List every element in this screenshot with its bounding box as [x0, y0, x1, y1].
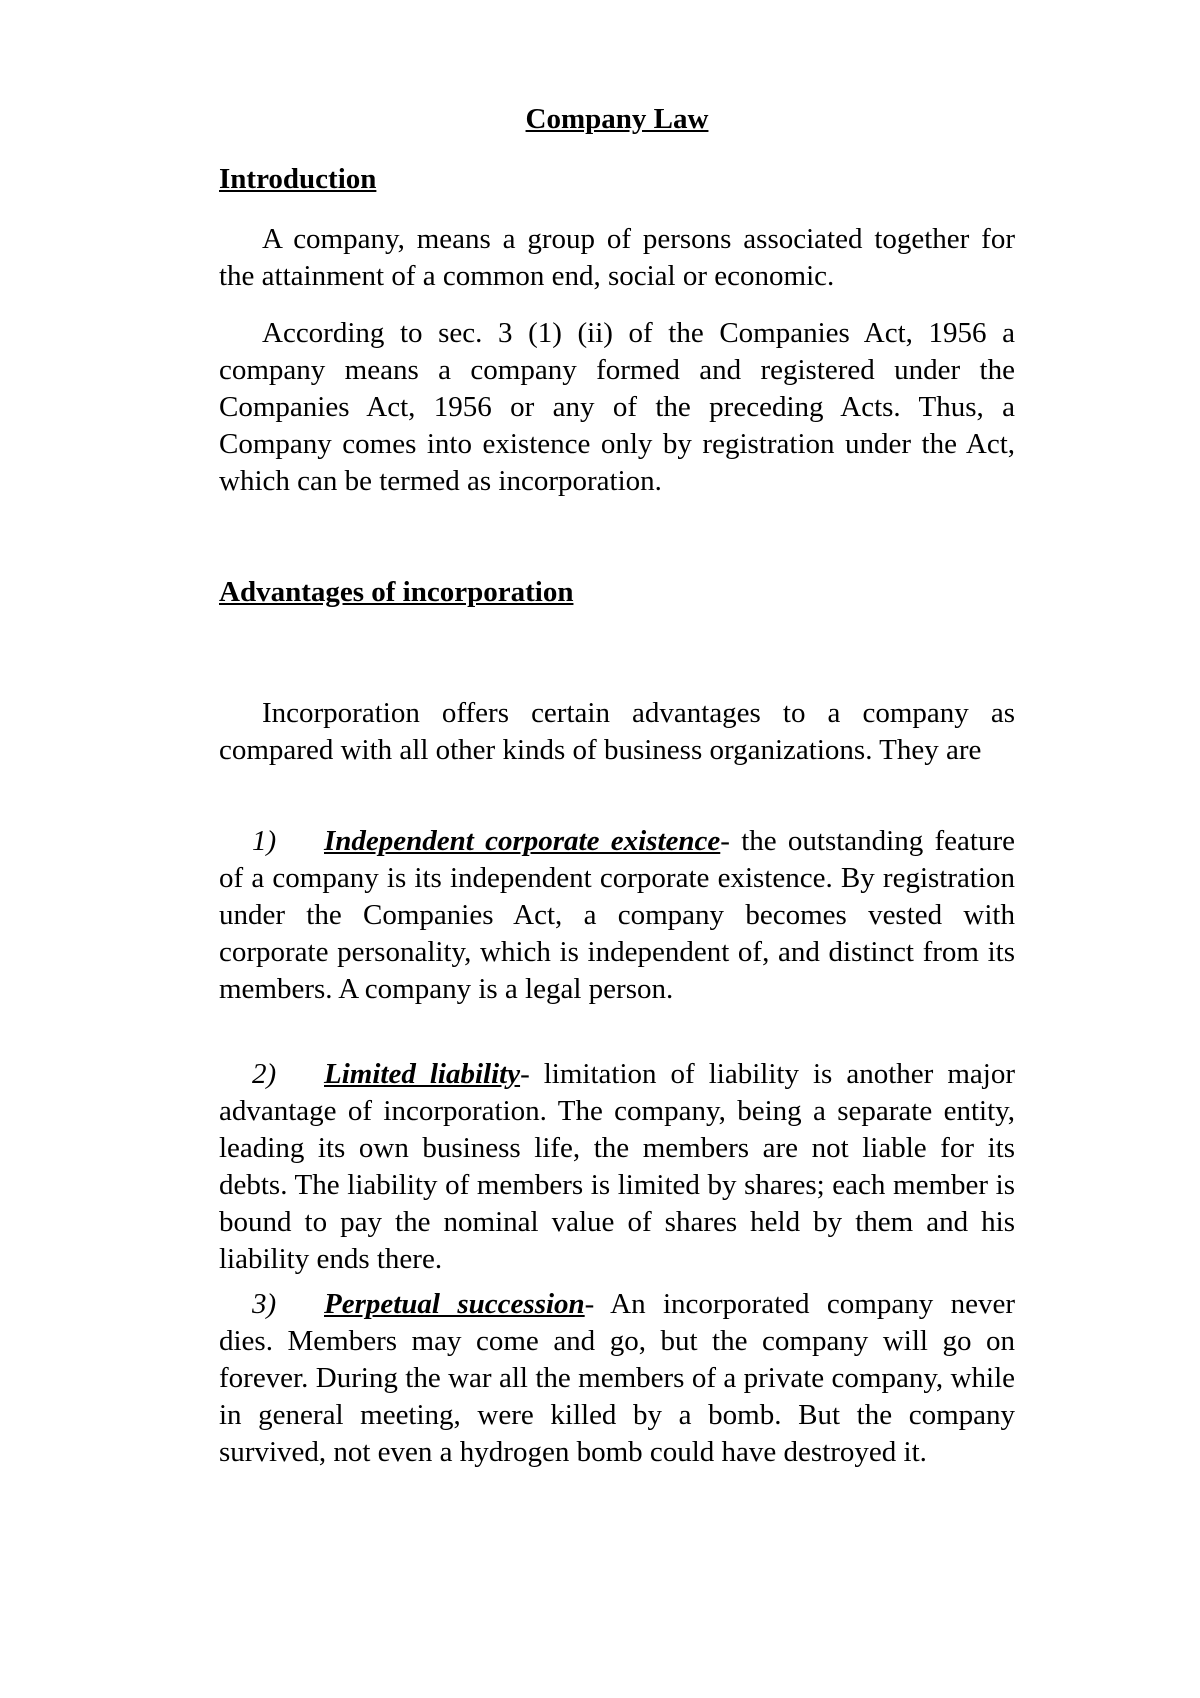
item-text: - the outstanding feature of a company is its independent corporate existence. By registration under the Companies Act, a company becomes vested with corporate personality, which is independent of, and distinct from its members. A company is a legal person. [219, 825, 1015, 1005]
item-text: - limitation of liability is another major advantage of incorporation. The company, being a separate entity, leading its own business life, the members are not liable for its debts. The liability of members is limited by shares; each member is bound to pay the nominal value of shares held by them and his liability ends there. [219, 1058, 1015, 1275]
item-number: 1) [252, 825, 277, 857]
item-term: Independent corporate existence [324, 825, 721, 857]
intro-paragraph-1: A company, means a group of persons associated together for the attainment of a common end, social or economic. [219, 223, 1015, 292]
intro-heading: Introduction [219, 163, 377, 195]
item-number: 3) [252, 1288, 277, 1320]
item-number: 2) [252, 1058, 277, 1090]
item-text: - An incorporated company never dies. Members may come and go, but the company will go on forever. During the war all the members of a private company, while in general meeting, were killed by a bomb. But the company survived, not even a hydrogen bomb could have destroyed it. [219, 1288, 1015, 1468]
advantage-item-3 [219, 1286, 1015, 1471]
intro-paragraph-2: According to sec. 3 (1) (ii) of the Companies Act, 1956 a company means a company formed and registered under the Companies Act, 1956 or any of the preceding Acts. Thus, a Company comes into existence only by registration under the Act, which can be termed as incorporation. [219, 317, 1015, 497]
document-title: Company Law [525, 103, 709, 135]
advantage-item-1 [219, 823, 1015, 1008]
advantage-item-2 [219, 1056, 1015, 1278]
advantages-intro-paragraph: Incorporation offers certain advantages to a company as compared with all other kinds of business organizations. They are [219, 697, 1015, 766]
item-term: Perpetual succession [324, 1288, 585, 1320]
advantages-heading: Advantages of incorporation [219, 576, 574, 608]
item-term: Limited liability [324, 1058, 521, 1090]
